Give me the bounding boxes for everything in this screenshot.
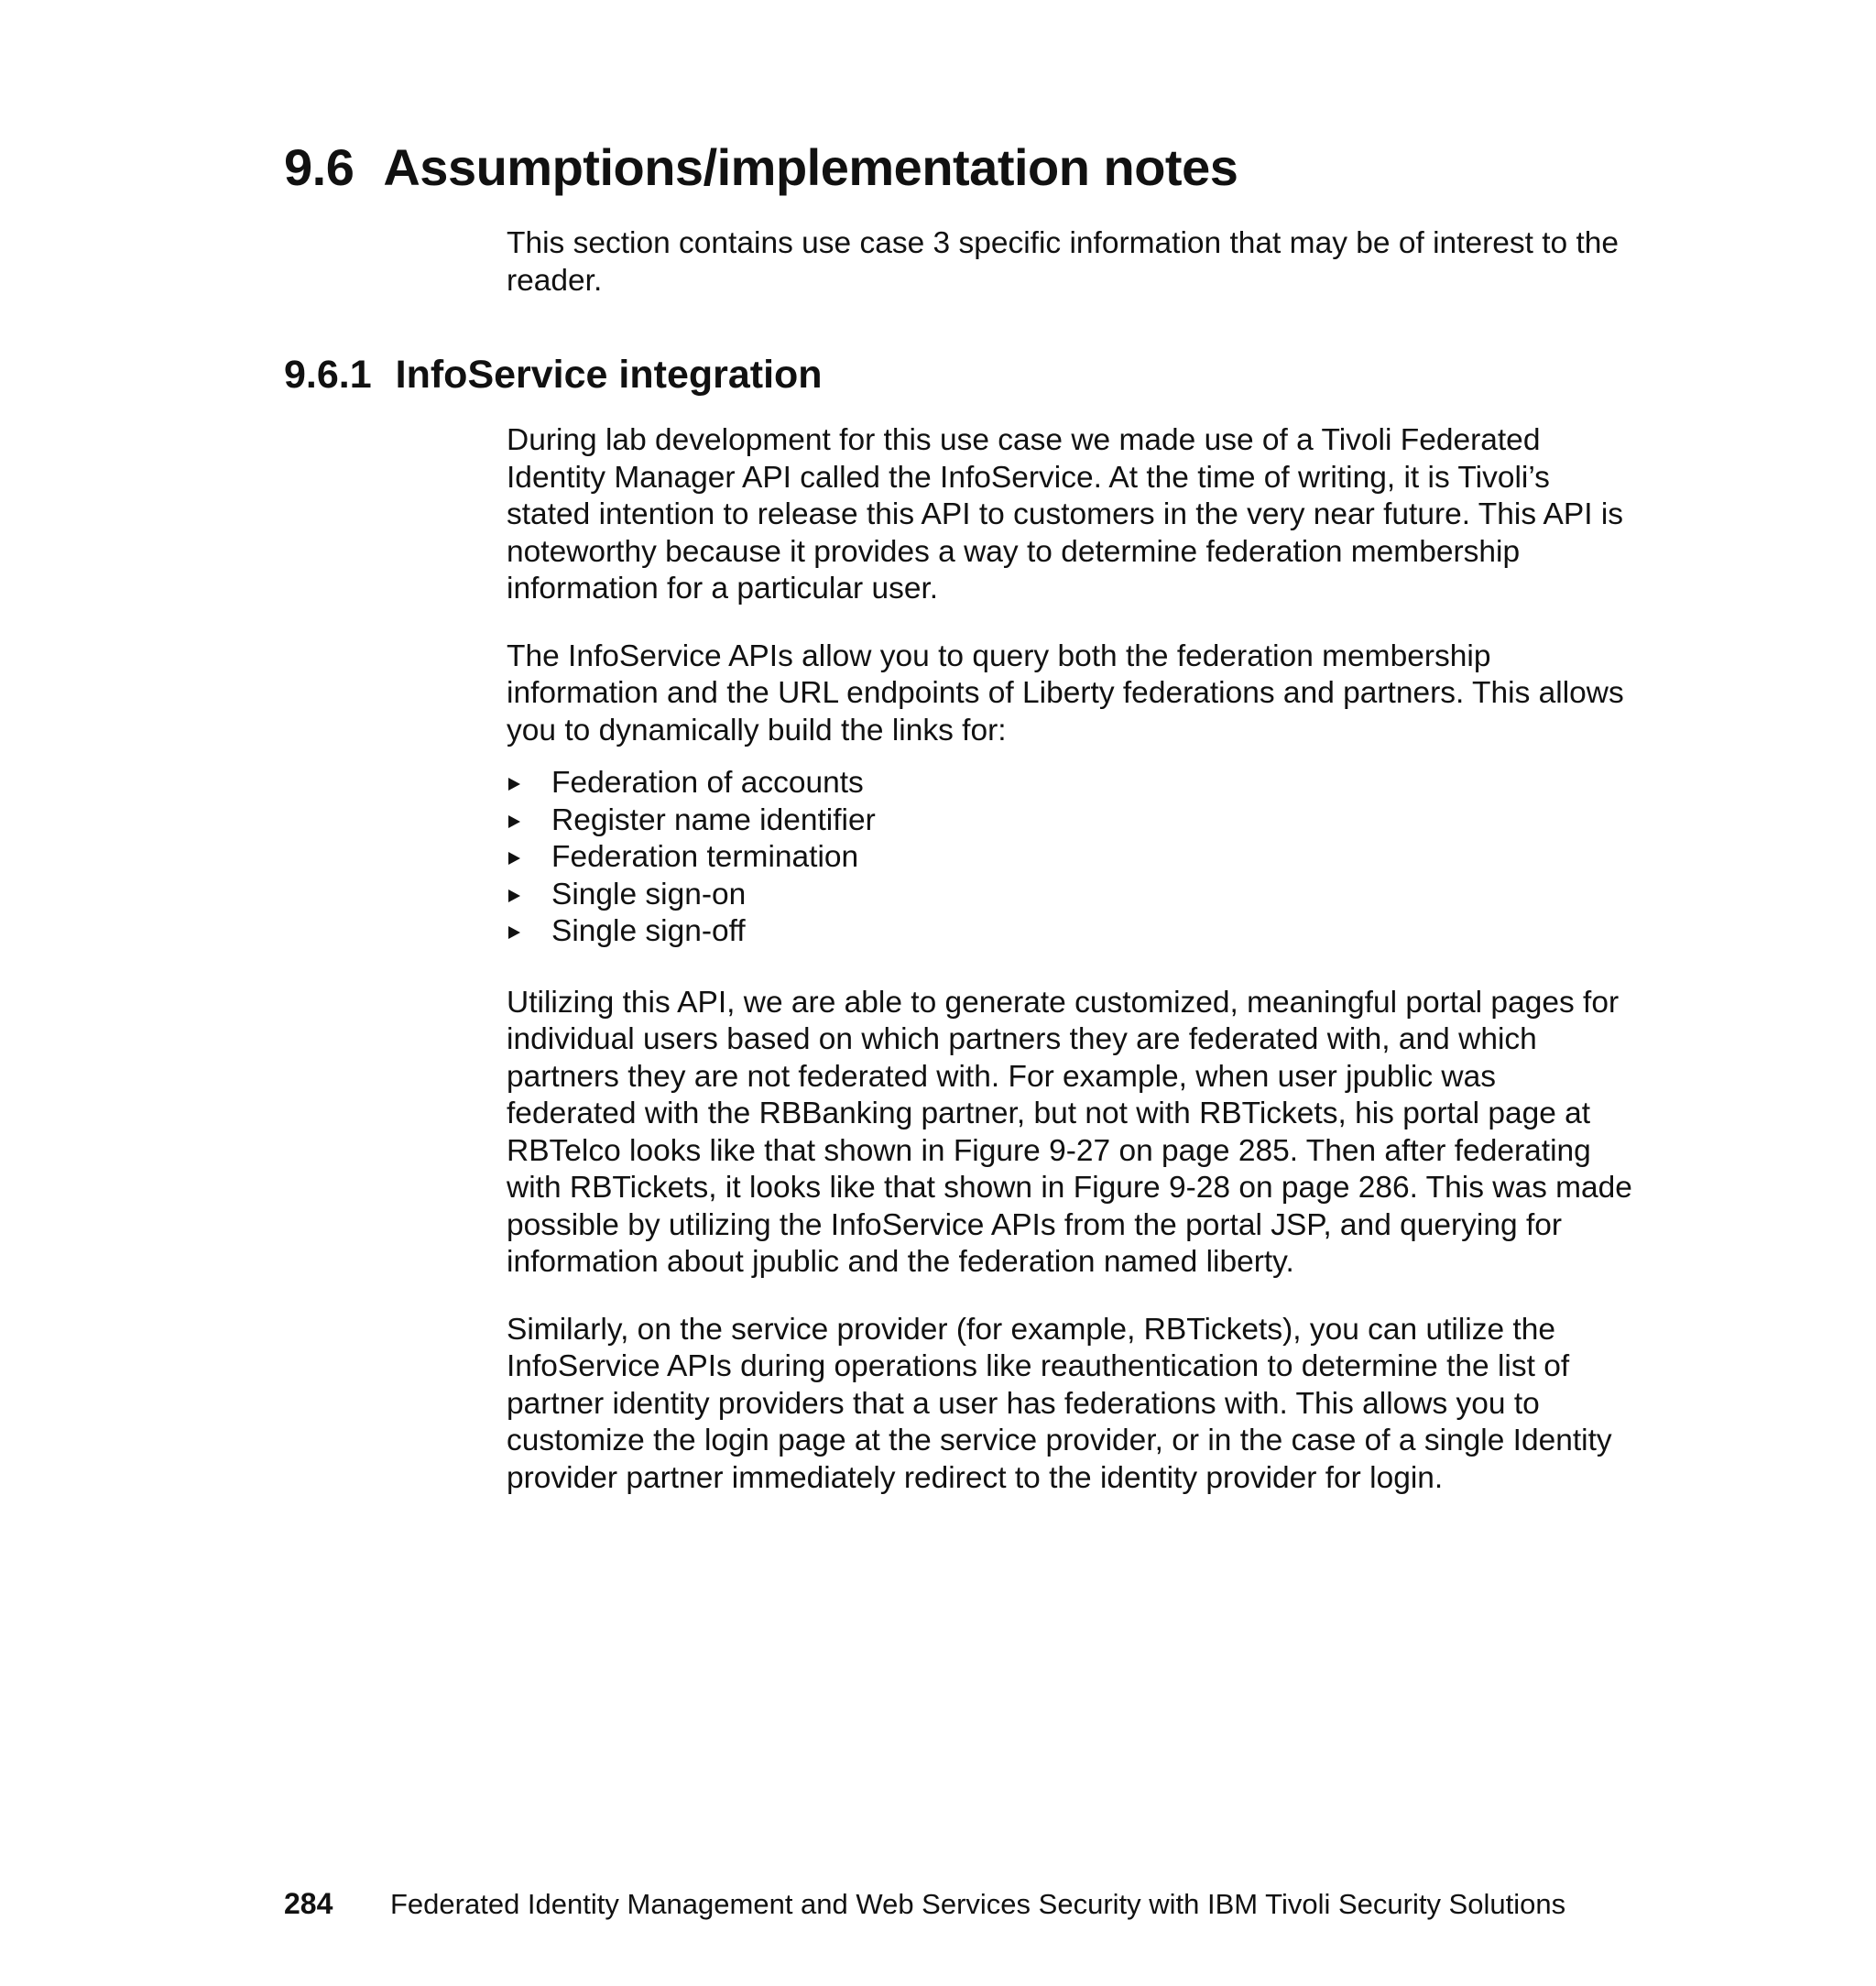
- body-paragraph: Similarly, on the service provider (for example, RBTickets), you can utilize the InfoService APIs during operations like reauthentication to determine the list of partner identity providers that a user has federations with. This allows you to customize the login page at the service provider, or in the case of a single Identity provider partner immediately redirect to the identity provider for login.: [507, 1312, 1612, 1495]
- body-paragraph: During lab development for this use case we made use of a Tivoli Federated Identity Manager API called the InfoService. At the time of writing, it is Tivoli’s stated intention to release this API to customers in the very near future. This API is noteworthy because it provides a way to determine federation membership information for a particular user.: [507, 423, 1624, 606]
- book-title: Federated Identity Management and Web Services Security with IBM Tivoli Security Solutions: [390, 1888, 1566, 1920]
- page-footer: [284, 1887, 1565, 1921]
- list-item: Single sign-on: [507, 877, 1633, 914]
- bullet-arrow-icon: [508, 889, 520, 902]
- body-paragraph: The InfoService APIs allow you to query both the federation membership information and the URL endpoints of Liberty federations and partners. This allows you to dynamically build the links for:: [507, 638, 1624, 747]
- subsection-number: 9.6.1: [284, 353, 372, 397]
- bullet-arrow-icon: [508, 815, 520, 828]
- section-heading: [284, 137, 1238, 197]
- bullet-arrow-icon: [508, 778, 520, 791]
- list-item: Single sign-off: [507, 913, 1633, 951]
- bullet-arrow-icon: [508, 852, 520, 865]
- list-item: Register name identifier: [507, 802, 1633, 840]
- bullet-arrow-icon: [508, 926, 520, 939]
- list-item: Federation termination: [507, 839, 1633, 877]
- page-number: 284: [284, 1887, 333, 1920]
- link-types-list: [507, 765, 1633, 951]
- section-number: 9.6: [284, 138, 354, 196]
- subsection-title: InfoService integration: [395, 353, 823, 397]
- section-intro: [507, 225, 1633, 300]
- subsection-heading: [284, 353, 823, 398]
- list-item: Federation of accounts: [507, 765, 1633, 802]
- intro-paragraph: This section contains use case 3 specific information that may be of interest to the reader.: [507, 226, 1620, 298]
- body-paragraph: Utilizing this API, we are able to generate customized, meaningful portal pages for individual users based on which partners they are federated with, and which partners they are not federated with. For example, when user jpublic was federated with the RBBanking partner, but not with RBTickets, his portal page at RBTelco looks like that shown in Figure 9-27 on page 285. Then after federating with RBTickets, it looks like that shown in Figure 9-28 on page 286. This was made possible by utilizing the InfoService APIs from the portal JSP, and querying for information about jpublic and the federation named liberty.: [507, 985, 1632, 1279]
- section-title: Assumptions/implementation notes: [383, 138, 1238, 196]
- subsection-body: [507, 422, 1633, 1497]
